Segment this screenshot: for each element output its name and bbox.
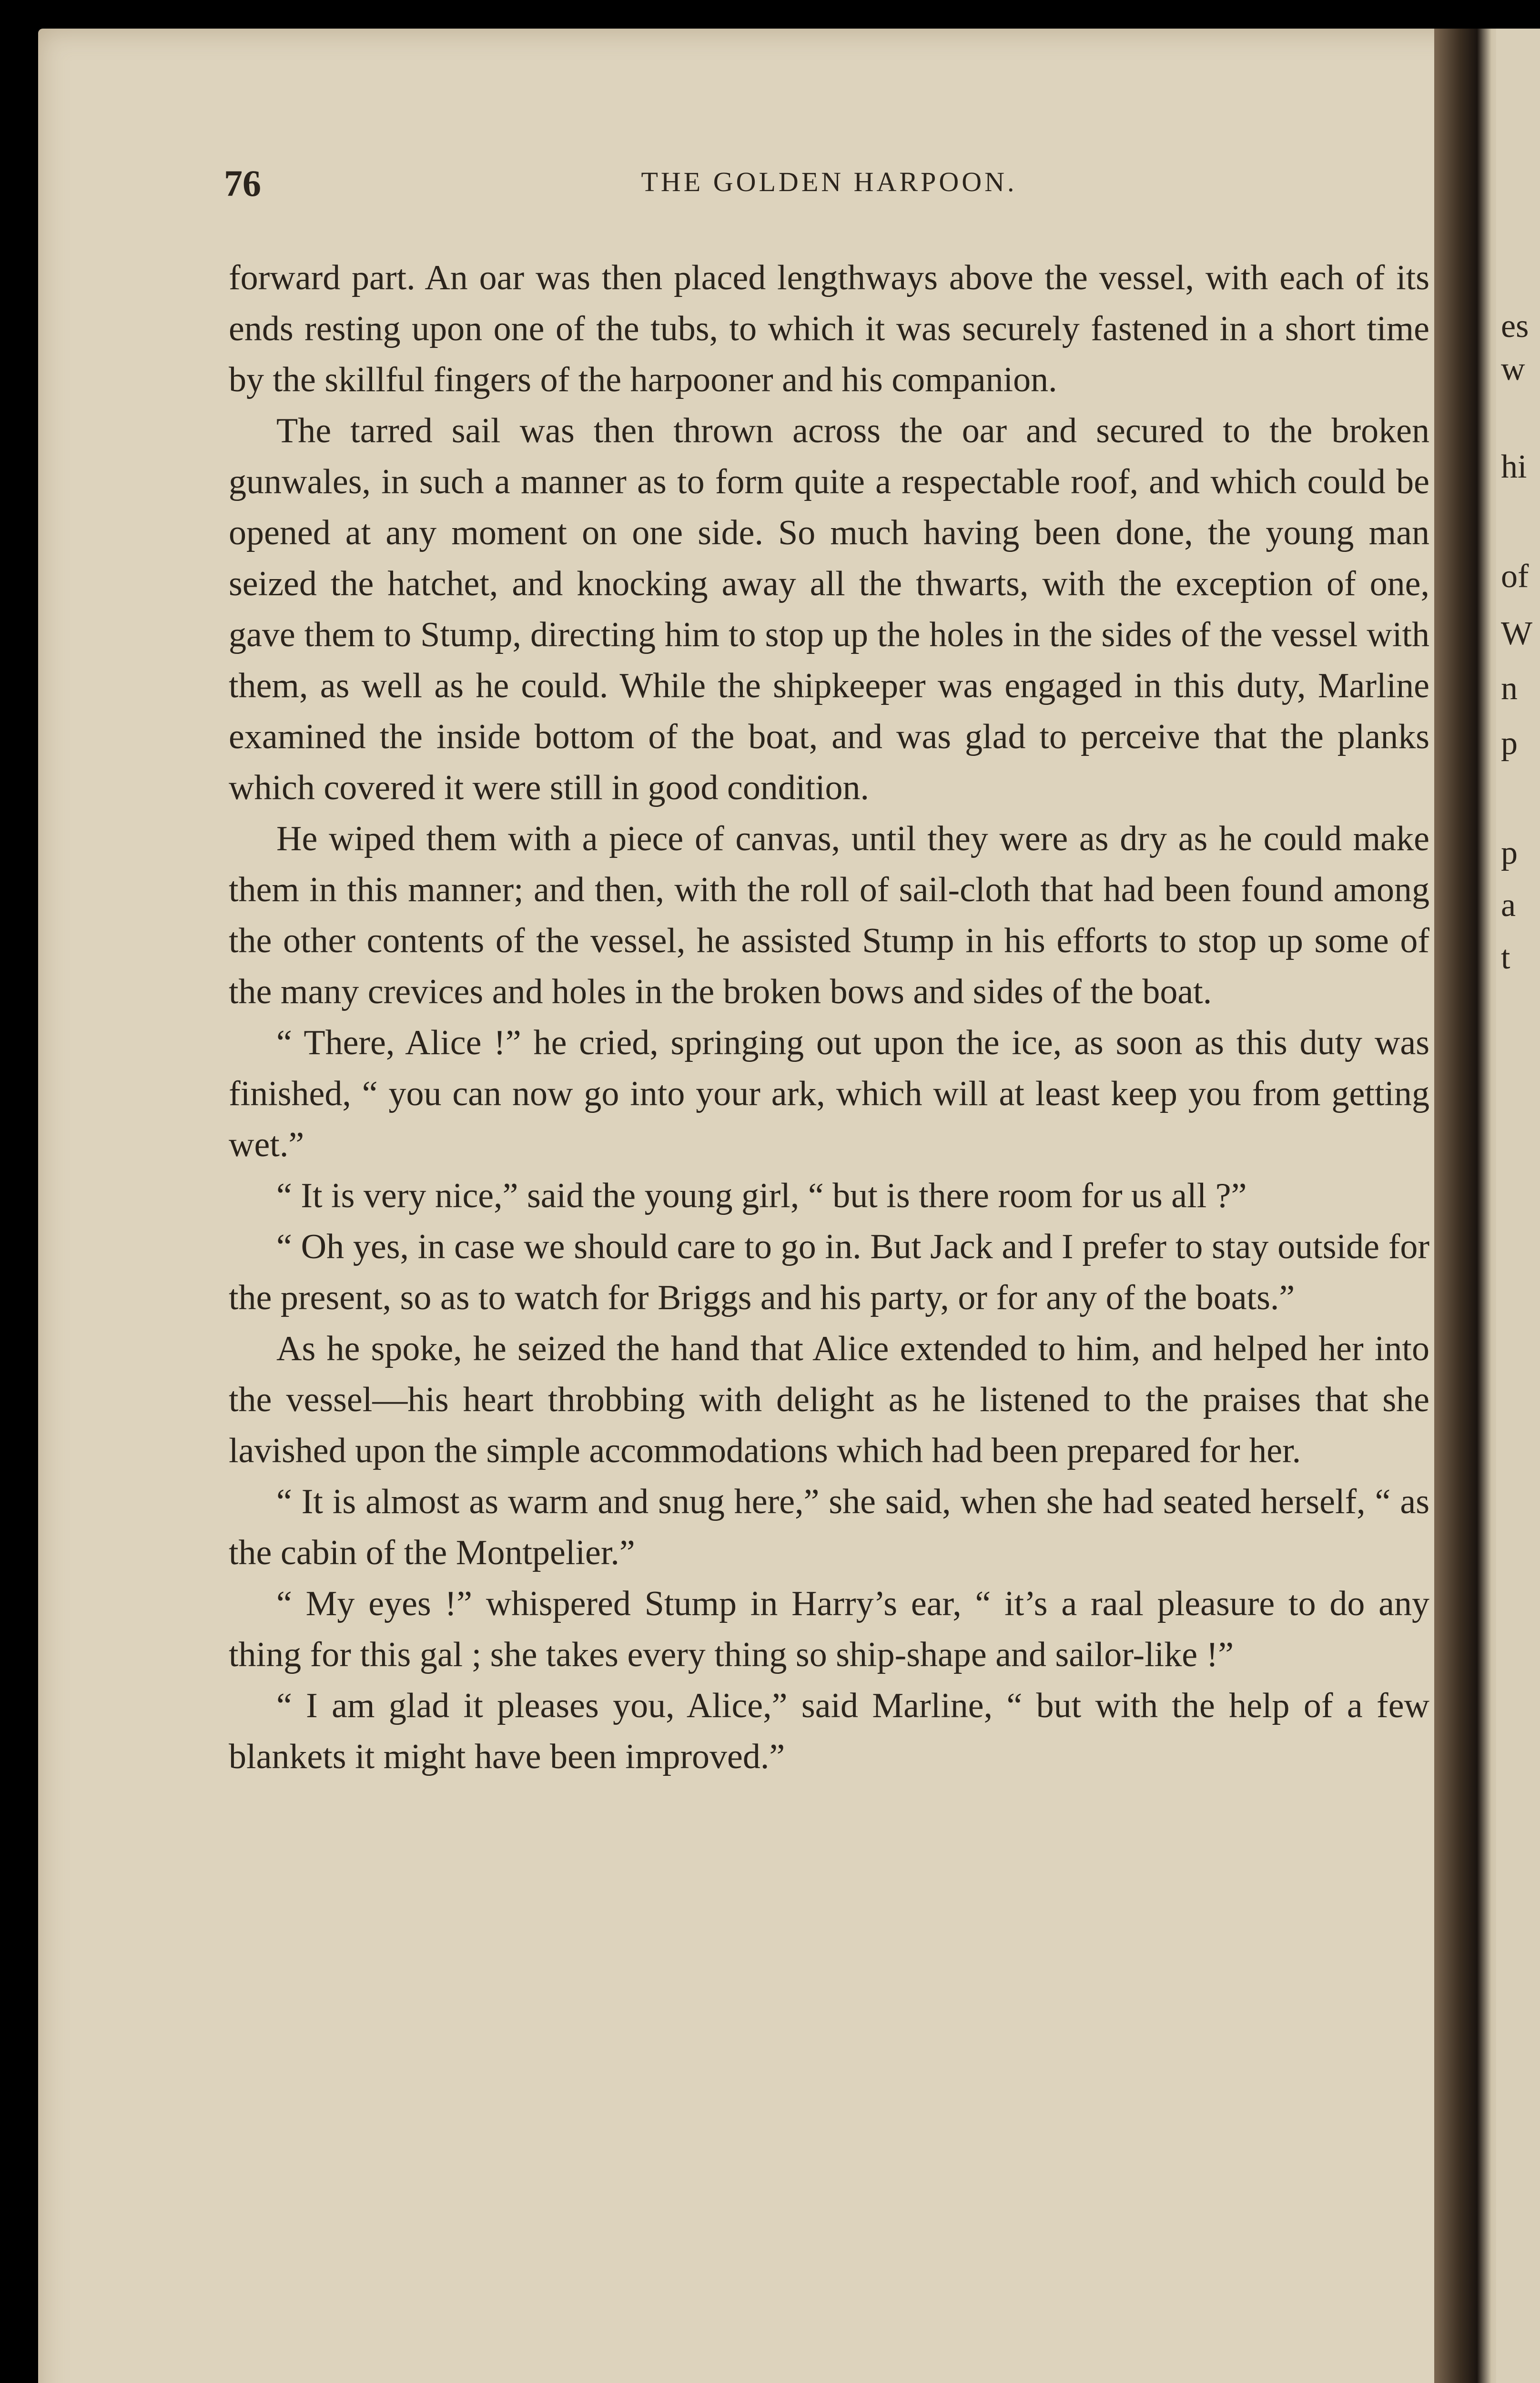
paragraph: forward part. An oar was then placed lengthways above the vessel, with each of its ends resting upon one of the tubs, to which it was securely fastened in a short time by the skillful fingers of the harpooner and his companion. [229,258,1429,399]
page-header [224,162,1434,219]
adjacent-page-fragment: es [1501,308,1529,345]
adjacent-page-fragment: p [1501,835,1518,871]
paragraph: The tarred sail was then thrown across the oar and secured to the broken gunwales, in such a manner as to form quite a respectable roof, and which could be opened at any moment on one side. So much having been done, the young man seized the hatchet, and knocking away all the thwarts, with the exception of one, gave them to Stump, directing him to stop up the holes in the sides of the vessel with them, as well as he could. While the shipkeeper was engaged in this duty, Marline examined the inside bottom of the boat, and was glad to perceive that the planks which covered it were still in good condition. [229,411,1429,807]
body-text [229,253,1429,1782]
adjacent-page-fragment: a [1501,887,1516,924]
paragraph: As he spoke, he seized the hand that Alice extended to him, and helped her into the vessel—his heart throbbing with delight as he listened to the praises that she lavished upon the simple accommodations which had been prepared for her. [229,1329,1429,1470]
adjacent-page-fragment: w [1501,351,1525,387]
adjacent-page-fragment: W [1501,615,1533,652]
paragraph: “ Oh yes, in case we should care to go in. But Jack and I prefer to stay outside for the present, so as to watch for Briggs and his party, or for any of the boats.” [229,1227,1429,1317]
paragraph: “ It is very nice,” said the young girl, “ but is there room for us all ?” [276,1176,1247,1215]
paragraph: “ My eyes !” whispered Stump in Harry’s ear, “ it’s a raal pleasure to do any thing for this gal ; she takes every thing so ship-shape and sailor-like !” [229,1584,1429,1674]
paragraph: He wiped them with a piece of canvas, until they were as dry as he could make them in this manner; and then, with the roll of sail-cloth that had been found among the other contents of the vessel, he assisted Stump in his efforts to stop up some of the many crevices and holes in the broken bows and sides of the boat. [229,819,1429,1011]
page-number: 76 [224,163,261,204]
paragraph: “ I am glad it pleases you, Alice,” said Marline, “ but with the help of a few blankets it might have been improved.” [229,1686,1429,1776]
adjacent-page-fragment: t [1501,939,1510,976]
paragraph: “ There, Alice !” he cried, springing out upon the ice, as soon as this duty was finished, “ you can now go into your ark, which will at least keep you from getting wet.” [229,1023,1429,1164]
running-title: THE GOLDEN HARPOON. [641,166,1017,197]
adjacent-page-fragment: n [1501,670,1518,707]
adjacent-page-fragment: hi [1501,448,1527,485]
adjacent-page-fragment: p [1501,725,1518,762]
book-gutter [1434,29,1506,2383]
adjacent-page-fragment: of [1501,558,1529,595]
adjacent-page-edge [1496,29,1540,2383]
paragraph: “ It is almost as warm and snug here,” she said, when she had seated herself, “ as the cabin of the Montpelier.” [229,1482,1429,1572]
